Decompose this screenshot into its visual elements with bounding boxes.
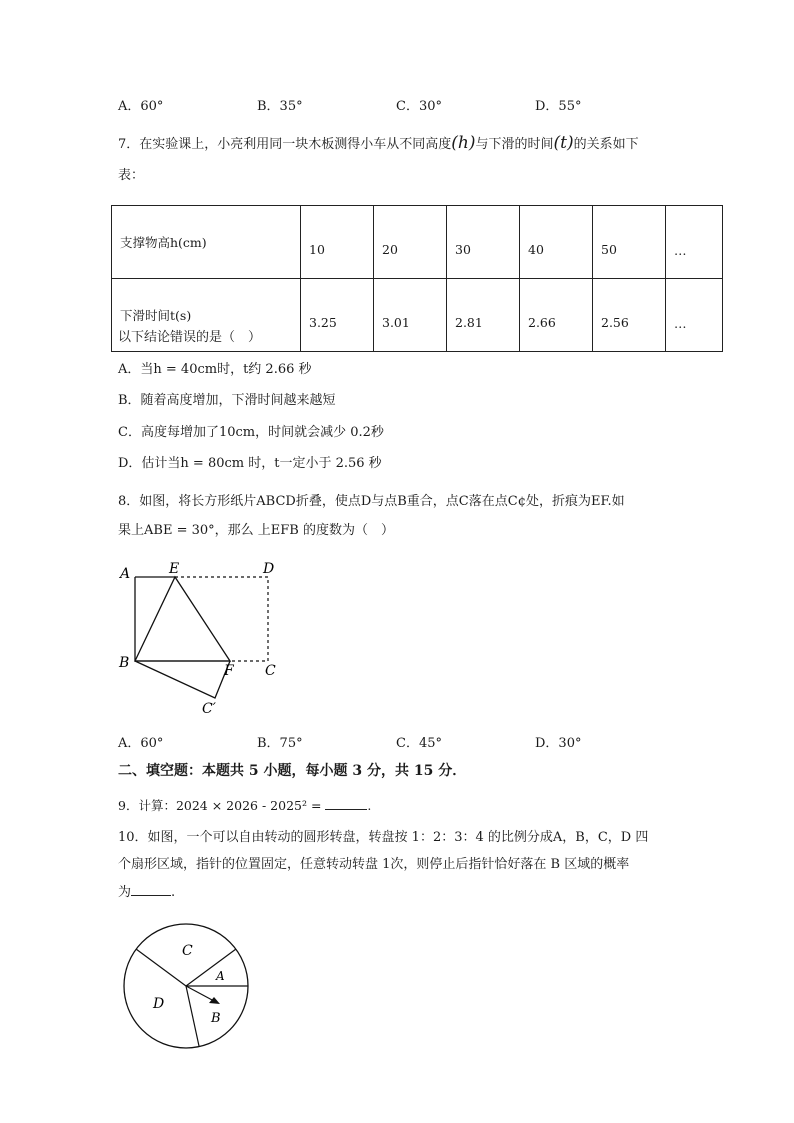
q8-stem: 8．如图，将长方形纸片ABCD折叠，使点D与点B重合，点C落在点C¢处，折痕为EF.如	[118, 494, 625, 509]
q7-option-a: A．当h = 40cm时，t约 2.66 秒	[118, 362, 312, 377]
table-cell: 2.81	[447, 279, 520, 352]
label-c: C	[265, 663, 276, 679]
q10-line2: 个扇形区域，指针的位置固定，任意转动转盘 1次，则停止后指针恰好落在 B 区域的概率	[118, 857, 630, 872]
q6-option-b: B．35°	[257, 99, 303, 114]
q8-option-d: D．30°	[535, 736, 582, 751]
table-header-time: 下滑时间t(s)	[112, 279, 301, 352]
sector-label-c: C	[182, 943, 193, 959]
q10-answer-blank	[131, 883, 171, 896]
table-cell: 40	[520, 206, 593, 279]
q8-option-b: B．75°	[257, 736, 303, 751]
q6-option-d: D．55°	[535, 99, 582, 114]
q9-question	[118, 797, 371, 815]
sector-label-b: B	[211, 1011, 221, 1026]
label-b: B	[119, 655, 130, 671]
table-header-height: 支撑物高h(cm)	[112, 206, 301, 279]
sector-label-d: D	[153, 996, 165, 1012]
label-e: E	[169, 561, 180, 577]
table-cell: 10	[301, 206, 374, 279]
q7-stem-part-a: 7．在实验课上，小亮利用同一块木板测得小车从不同高度	[118, 137, 452, 152]
table-row-height	[112, 206, 723, 279]
q7-stem-part-c: 的关系如下	[573, 137, 639, 152]
q10-line3-end: .	[171, 885, 176, 900]
q9-end: .	[367, 798, 372, 813]
label-c-prime: C′	[202, 701, 216, 717]
table-cell: 50	[593, 206, 666, 279]
section-heading: 二、填空题：本题共 5 小题，每小题 3 分，共 15 分．	[118, 763, 467, 779]
q6-option-a: A．60°	[118, 99, 164, 114]
table-cell: 3.25	[301, 279, 374, 352]
sector-line-b-d	[186, 986, 199, 1046]
sector-label-a: A	[216, 969, 225, 983]
q7-h-symbol: (h)	[451, 133, 476, 153]
table-cell: …	[666, 279, 723, 352]
q7-option-c: C．高度每增加了10cm，时间就会减少 0.2秒	[118, 425, 384, 440]
q7-stem-cont: 表：	[118, 168, 145, 183]
label-a: A	[120, 566, 131, 582]
q8-fold-diagram	[110, 555, 310, 720]
table-cell: 3.01	[374, 279, 447, 352]
q8-option-c: C．45°	[396, 736, 442, 751]
q7-prompt: 以下结论错误的是（ ）	[118, 330, 262, 345]
sector-line-c-a	[186, 949, 236, 986]
q9-text: 9．计算：2024 × 2026 - 2025² =	[118, 798, 322, 813]
table-cell: 20	[374, 206, 447, 279]
q9-answer-blank	[325, 797, 367, 810]
label-f: F	[224, 663, 234, 679]
q8-stem-cont: 果上ABE = 30°，那么 上EFB 的度数为（ ）	[118, 523, 394, 538]
q10-line3	[118, 883, 175, 902]
q7-option-d: D．估计当h = 80cm 时，t一定小于 2.56 秒	[118, 456, 382, 471]
pointer-arrow-head	[209, 997, 220, 1004]
triangle-bef	[135, 577, 230, 661]
q6-option-c: C．30°	[396, 99, 442, 114]
sector-line-d-c	[136, 949, 186, 986]
table-cell: 2.66	[520, 279, 593, 352]
folded-part	[135, 661, 230, 698]
q8-option-a: A．60°	[118, 736, 164, 751]
q10-line3-start: 为	[118, 885, 132, 900]
table-cell: …	[666, 206, 723, 279]
q7-stem-part-b: 与下滑的时间	[475, 137, 554, 152]
label-d: D	[263, 561, 275, 577]
table-cell: 30	[447, 206, 520, 279]
q7-option-b: B．随着高度增加，下滑时间越来越短	[118, 393, 336, 408]
table-cell: 2.56	[593, 279, 666, 352]
q7-stem	[118, 134, 639, 154]
q10-line1: 10．如图，一个可以自由转动的圆形转盘，转盘按 1：2：3：4 的比例分成A，B，C，D 四	[118, 830, 649, 845]
q10-spinner-diagram	[118, 918, 258, 1058]
pointer-arrow	[186, 986, 214, 1001]
q7-t-symbol: (t)	[553, 133, 574, 153]
